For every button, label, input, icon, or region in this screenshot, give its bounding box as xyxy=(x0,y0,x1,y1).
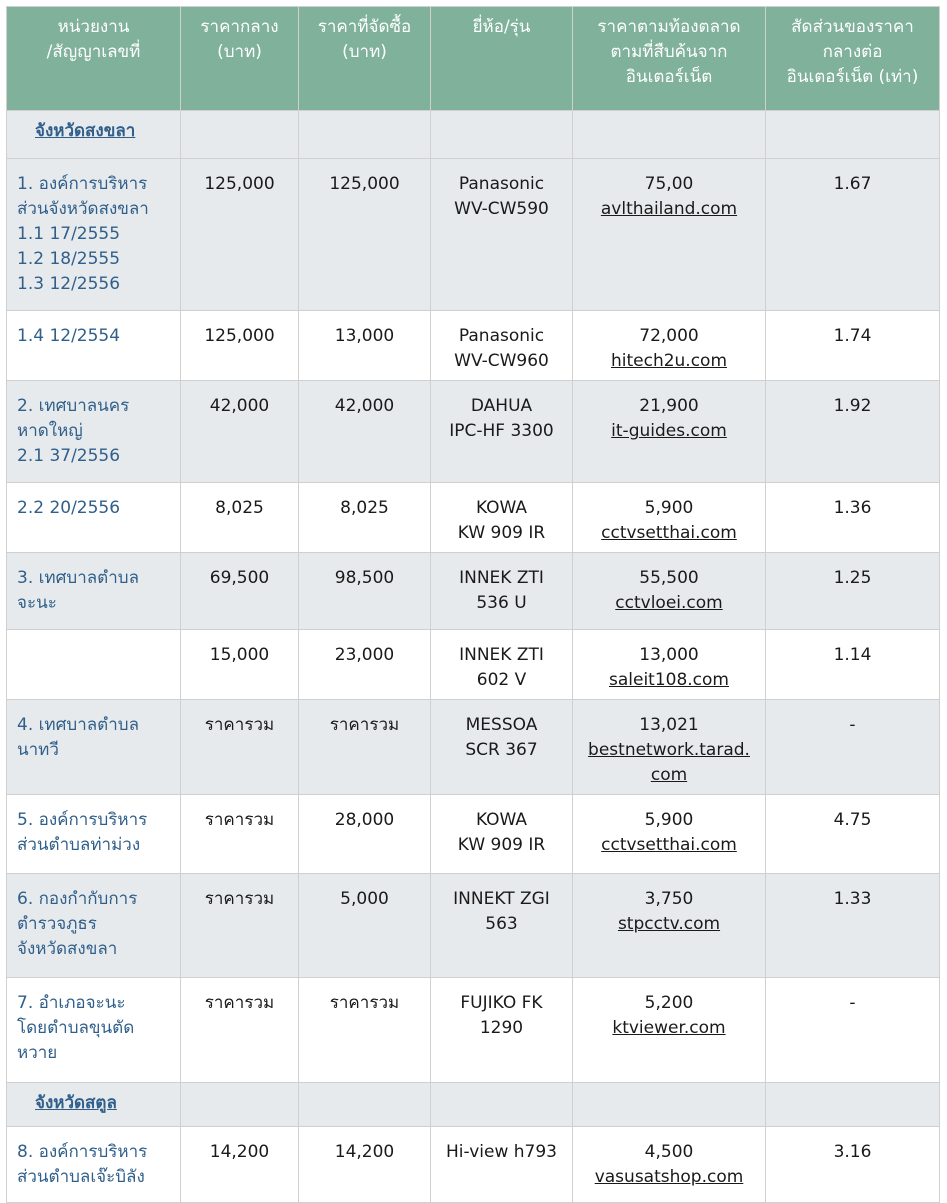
ratio-cell: - xyxy=(766,978,940,1083)
unit-cell: 2. เทศบาลนคร หาดใหญ่ 2.1 37/2556 xyxy=(7,381,181,483)
source-website-link[interactable]: saleit108.com xyxy=(608,670,729,690)
mid-price-cell: 125,000 xyxy=(181,159,299,311)
unit-cell: 5. องค์การบริหาร ส่วนตำบลท่าม่วง xyxy=(7,795,181,874)
unit-cell: 2.2 20/2556 xyxy=(7,483,181,553)
brand-cell: INNEK ZTI 602 V xyxy=(431,630,573,700)
market-price-value: 75,00 xyxy=(644,174,694,194)
header-purchase-price: ราคาที่จัดซื้อ (บาท) xyxy=(299,7,431,111)
source-website-link[interactable]: bestnetwork.tarad. com xyxy=(588,740,750,785)
province-row xyxy=(7,1083,940,1127)
mid-price-cell: 14,200 xyxy=(181,1127,299,1203)
province-label: จังหวัดสงขลา xyxy=(35,121,136,141)
brand-cell: FUJIKO FK 1290 xyxy=(431,978,573,1083)
price-comparison-table xyxy=(6,6,940,1203)
table-row xyxy=(7,483,940,553)
brand-cell: KOWA KW 909 IR xyxy=(431,795,573,874)
source-website-link[interactable]: avlthailand.com xyxy=(600,199,738,219)
province-label: จังหวัดสตูล xyxy=(35,1093,117,1113)
purchase-price-cell: 98,500 xyxy=(299,553,431,630)
unit-cell: 6. กองกำกับการ ตำรวจภูธร จังหวัดสงขลา xyxy=(7,874,181,978)
source-website-link[interactable]: hitech2u.com xyxy=(610,351,728,371)
market-price-value: 72,000 xyxy=(639,326,699,346)
market-price-cell xyxy=(573,1127,766,1203)
header-brand: ยี่ห้อ/รุ่น xyxy=(431,7,573,111)
market-price-cell xyxy=(573,978,766,1083)
ratio-cell: - xyxy=(766,700,940,795)
header-row xyxy=(7,7,940,111)
purchase-price-cell: 23,000 xyxy=(299,630,431,700)
unit-cell: 8. องค์การบริหาร ส่วนตำบลเจ๊ะบิลัง xyxy=(7,1127,181,1203)
table-row xyxy=(7,381,940,483)
source-website-link[interactable]: ktviewer.com xyxy=(612,1018,726,1038)
brand-cell: KOWA KW 909 IR xyxy=(431,483,573,553)
market-price-value: 5,900 xyxy=(644,498,694,518)
brand-cell: INNEK ZTI 536 U xyxy=(431,553,573,630)
market-price-cell xyxy=(573,553,766,630)
purchase-price-cell: ราคารวม xyxy=(299,700,431,795)
ratio-cell: 1.74 xyxy=(766,311,940,381)
ratio-cell: 4.75 xyxy=(766,795,940,874)
header-unit: หน่วยงาน /สัญญาเลขที่ xyxy=(7,7,181,111)
market-price-value: 13,000 xyxy=(639,645,699,665)
unit-cell: 7. อำเภอจะนะ โดยตำบลขุนตัด หวาย xyxy=(7,978,181,1083)
purchase-price-cell: 14,200 xyxy=(299,1127,431,1203)
brand-cell: DAHUA IPC-HF 3300 xyxy=(431,381,573,483)
source-website-link[interactable]: stpcctv.com xyxy=(617,914,721,934)
market-price-value: 3,750 xyxy=(644,889,694,909)
mid-price-cell: 42,000 xyxy=(181,381,299,483)
market-price-value: 5,200 xyxy=(644,993,694,1013)
table-row xyxy=(7,311,940,381)
market-price-value: 5,900 xyxy=(644,810,694,830)
province-row xyxy=(7,111,940,159)
mid-price-cell: ราคารวม xyxy=(181,795,299,874)
market-price-cell xyxy=(573,795,766,874)
ratio-cell: 1.67 xyxy=(766,159,940,311)
market-price-cell xyxy=(573,630,766,700)
brand-cell: Panasonic WV-CW590 xyxy=(431,159,573,311)
table-row xyxy=(7,978,940,1083)
market-price-cell xyxy=(573,700,766,795)
source-website-link[interactable]: cctvloei.com xyxy=(615,593,723,613)
brand-cell: Hi-view h793 xyxy=(431,1127,573,1203)
province-cell xyxy=(7,111,181,159)
market-price-value: 21,900 xyxy=(639,396,699,416)
source-website-link[interactable]: cctvsetthai.com xyxy=(601,835,737,855)
ratio-cell: 1.33 xyxy=(766,874,940,978)
unit-cell: 3. เทศบาลตำบล จะนะ xyxy=(7,553,181,630)
purchase-price-cell: 13,000 xyxy=(299,311,431,381)
unit-cell: 1. องค์การบริหาร ส่วนจังหวัดสงขลา 1.1 17/2555 1.2 18/2555 1.3 12/2556 xyxy=(7,159,181,311)
ratio-cell: 3.16 xyxy=(766,1127,940,1203)
mid-price-cell: ราคารวม xyxy=(181,874,299,978)
table-row xyxy=(7,159,940,311)
market-price-cell xyxy=(573,874,766,978)
market-price-value: 13,021 xyxy=(639,715,699,735)
table-row xyxy=(7,553,940,630)
header-mid-price: ราคากลาง (บาท) xyxy=(181,7,299,111)
unit-cell xyxy=(7,630,181,700)
ratio-cell: 1.36 xyxy=(766,483,940,553)
market-price-value: 4,500 xyxy=(644,1142,694,1162)
market-price-cell xyxy=(573,159,766,311)
purchase-price-cell: 42,000 xyxy=(299,381,431,483)
unit-cell: 1.4 12/2554 xyxy=(7,311,181,381)
purchase-price-cell: 8,025 xyxy=(299,483,431,553)
table-row xyxy=(7,874,940,978)
market-price-cell xyxy=(573,381,766,483)
brand-cell: MESSOA SCR 367 xyxy=(431,700,573,795)
mid-price-cell: 15,000 xyxy=(181,630,299,700)
market-price-cell xyxy=(573,311,766,381)
header-market-price: ราคาตามท้องตลาด ตามที่สืบค้นจาก อินเตอร์เน็ต xyxy=(573,7,766,111)
ratio-cell: 1.14 xyxy=(766,630,940,700)
source-website-link[interactable]: cctvsetthai.com xyxy=(601,523,737,543)
market-price-value: 55,500 xyxy=(639,568,699,588)
mid-price-cell: 8,025 xyxy=(181,483,299,553)
purchase-price-cell: 28,000 xyxy=(299,795,431,874)
purchase-price-cell: 125,000 xyxy=(299,159,431,311)
mid-price-cell: ราคารวม xyxy=(181,978,299,1083)
ratio-cell: 1.92 xyxy=(766,381,940,483)
purchase-price-cell: 5,000 xyxy=(299,874,431,978)
table-row xyxy=(7,1127,940,1203)
market-price-cell xyxy=(573,483,766,553)
province-cell xyxy=(7,1083,181,1127)
brand-cell: INNEKT ZGI 563 xyxy=(431,874,573,978)
ratio-cell: 1.25 xyxy=(766,553,940,630)
source-website-link[interactable]: it-guides.com xyxy=(611,421,727,441)
header-ratio: สัดส่วนของราคา กลางต่อ อินเตอร์เน็ต (เท่า) xyxy=(766,7,940,111)
unit-cell: 4. เทศบาลตำบล นาทวี xyxy=(7,700,181,795)
table-row xyxy=(7,700,940,795)
purchase-price-cell: ราคารวม xyxy=(299,978,431,1083)
mid-price-cell: 69,500 xyxy=(181,553,299,630)
table-row xyxy=(7,795,940,874)
mid-price-cell: ราคารวม xyxy=(181,700,299,795)
source-website-link[interactable]: vasusatshop.com xyxy=(594,1167,744,1187)
table-row xyxy=(7,630,940,700)
mid-price-cell: 125,000 xyxy=(181,311,299,381)
brand-cell: Panasonic WV-CW960 xyxy=(431,311,573,381)
